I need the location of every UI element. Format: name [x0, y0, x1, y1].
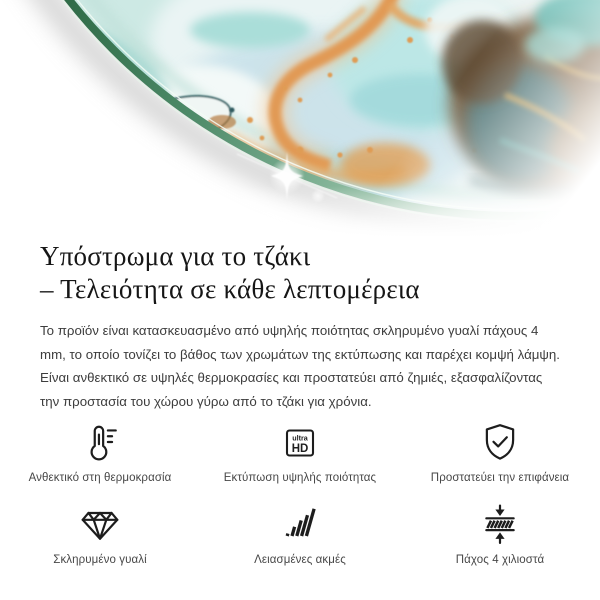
page-title-line2: – Τελειότητα σε κάθε λεπτομέρεια — [40, 274, 420, 304]
feature-temperature — [0, 419, 200, 484]
polished-edges-icon — [280, 501, 320, 545]
feature-label: Προστατεύει την επιφάνεια — [430, 472, 570, 484]
ultra-hd-icon — [280, 419, 320, 463]
feature-label: Εκτύπωση υψηλής ποιότητας — [223, 472, 377, 484]
feature-label: Πάχος 4 χιλιοστά — [455, 554, 545, 566]
feature-label: Λειασμένες ακμές — [254, 554, 346, 566]
hero-image — [0, 0, 600, 236]
page-title-line1: Υπόστρωμα για το τζάκι — [40, 241, 311, 271]
page-title — [40, 240, 560, 306]
feature-tempered-glass — [0, 501, 200, 566]
fade-overlay-bottom — [0, 150, 600, 236]
feature-thickness — [400, 501, 600, 566]
shield-check-icon — [479, 419, 521, 463]
feature-print-quality — [200, 419, 400, 484]
product-description: Το προϊόν είναι κατασκευασμένο από υψηλής ποιότητας σκληρυμένο γυαλί πάχους 4 mm, το οποίο τονίζει το βάθος των χρωμάτων της εκτύπωσης και παρέχει κομψή λάμψη. Είναι ανθεκτικό σε υψηλές θερμοκρασίες και προστατεύει από ζημιές, εξασφαλίζοντας την προστασία του χώρου γύρω από το τζάκι για χρόνια. — [40, 323, 560, 409]
feature-polished-edges — [200, 501, 400, 566]
feature-surface-protection — [400, 419, 600, 484]
glass-panel-photo — [0, 0, 600, 236]
feature-grid — [0, 419, 600, 566]
product-info-section — [0, 240, 600, 566]
thickness-icon — [479, 501, 521, 545]
feature-label: Ανθεκτικό στη θερμοκρασία — [28, 472, 172, 484]
svg-text:ultra: ultra — [292, 433, 308, 443]
thermometer-icon — [79, 419, 121, 463]
diamond-icon — [79, 501, 121, 545]
feature-label: Σκληρυμένο γυαλί — [53, 554, 147, 566]
svg-text:HD: HD — [291, 443, 309, 455]
